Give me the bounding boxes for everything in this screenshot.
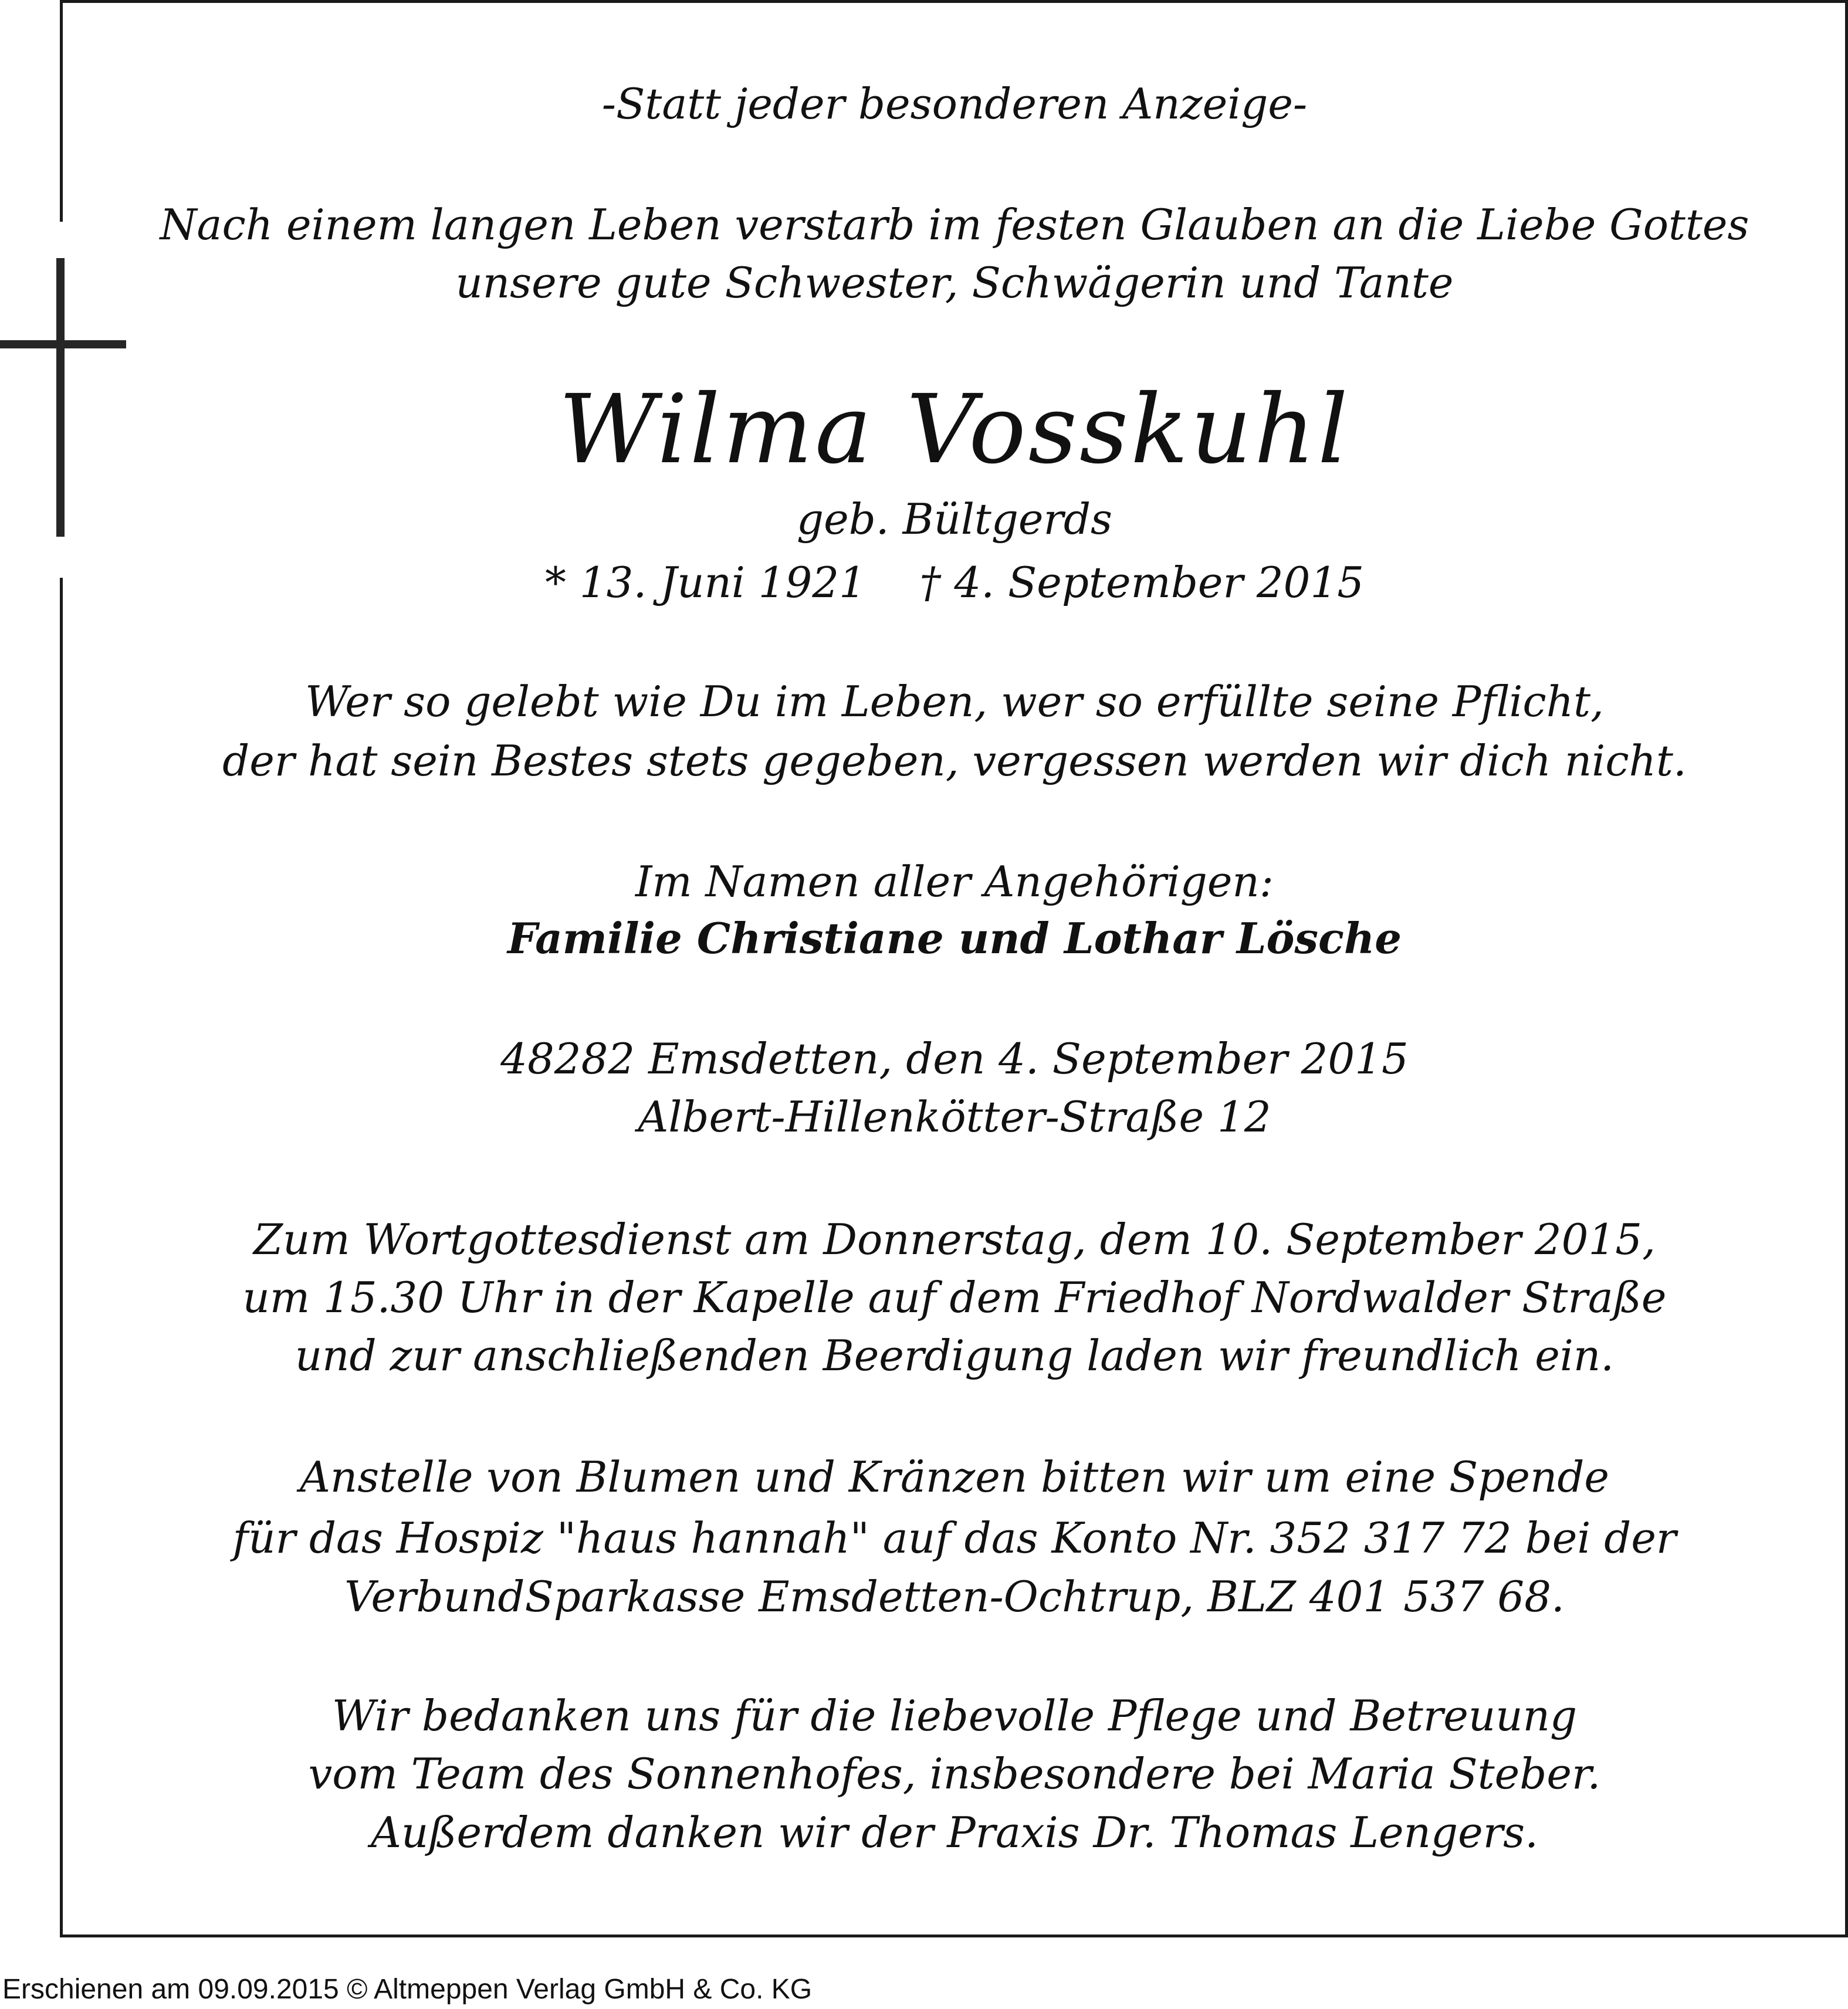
service-line-1: Zum Wortgottesdienst am Donnerstag, dem 10. September 2015, — [253, 1215, 1656, 1264]
intro-line-1: Nach einem langen Leben verstarb im festen Glauben an die Liebe Gottes — [160, 200, 1749, 249]
thanks-line-1: Wir bedanken uns für die liebevolle Pflege und Betreuung — [331, 1691, 1578, 1740]
frame-bottom-border — [61, 1935, 1848, 1937]
deceased-name: Wilma Vosskuhl — [559, 375, 1351, 485]
notice-header: -Statt jeder besonderen Anzeige- — [601, 79, 1308, 128]
cross-horizontal-bar — [0, 340, 126, 348]
publication-credit: Erschienen am 09.09.2015 © Altmeppen Verlag GmbH & Co. KG — [2, 1974, 813, 2005]
donation-line-1: Anstelle von Blumen und Kränzen bitten wir um eine Spende — [299, 1452, 1610, 1502]
intro-line-2: unsere gute Schwester, Schwägerin und Tante — [455, 258, 1454, 307]
donation-line-2: für das Hospiz "haus hannah" auf das Konto Nr. 352 317 72 bei der — [232, 1513, 1677, 1563]
frame-top-border — [61, 0, 1848, 3]
service-line-2: um 15.30 Uhr in der Kapelle auf dem Friedhof Nordwalder Straße — [242, 1273, 1667, 1322]
verse-line-1: Wer so gelebt wie Du im Leben, wer so erfüllte seine Pflicht, — [305, 677, 1604, 726]
mourners-names: Familie Christiane und Lothar Lösche — [507, 913, 1402, 963]
donation-line-3: VerbundSparkasse Emsdetten-Ochtrup, BLZ 401 537 68. — [344, 1572, 1565, 1621]
thanks-line-3: Außerdem danken wir der Praxis Dr. Thomas Lengers. — [371, 1808, 1538, 1857]
birth-name: geb. Bültgerds — [797, 494, 1112, 544]
mourners-intro: Im Namen aller Angehörigen: — [635, 857, 1274, 906]
life-dates: * 13. Juni 1921 † 4. September 2015 — [544, 558, 1365, 607]
thanks-line-2: vom Team des Sonnenhofes, insbesondere bei Maria Steber. — [308, 1749, 1601, 1798]
service-line-3: und zur anschließenden Beerdigung laden wir freundlich ein. — [295, 1331, 1615, 1380]
address-line-2: Albert-Hillenkötter-Straße 12 — [638, 1092, 1271, 1141]
verse-line-2: der hat sein Bestes stets gegeben, vergessen werden wir dich nicht. — [222, 736, 1687, 785]
address-line-1: 48282 Emsdetten, den 4. September 2015 — [500, 1034, 1409, 1083]
